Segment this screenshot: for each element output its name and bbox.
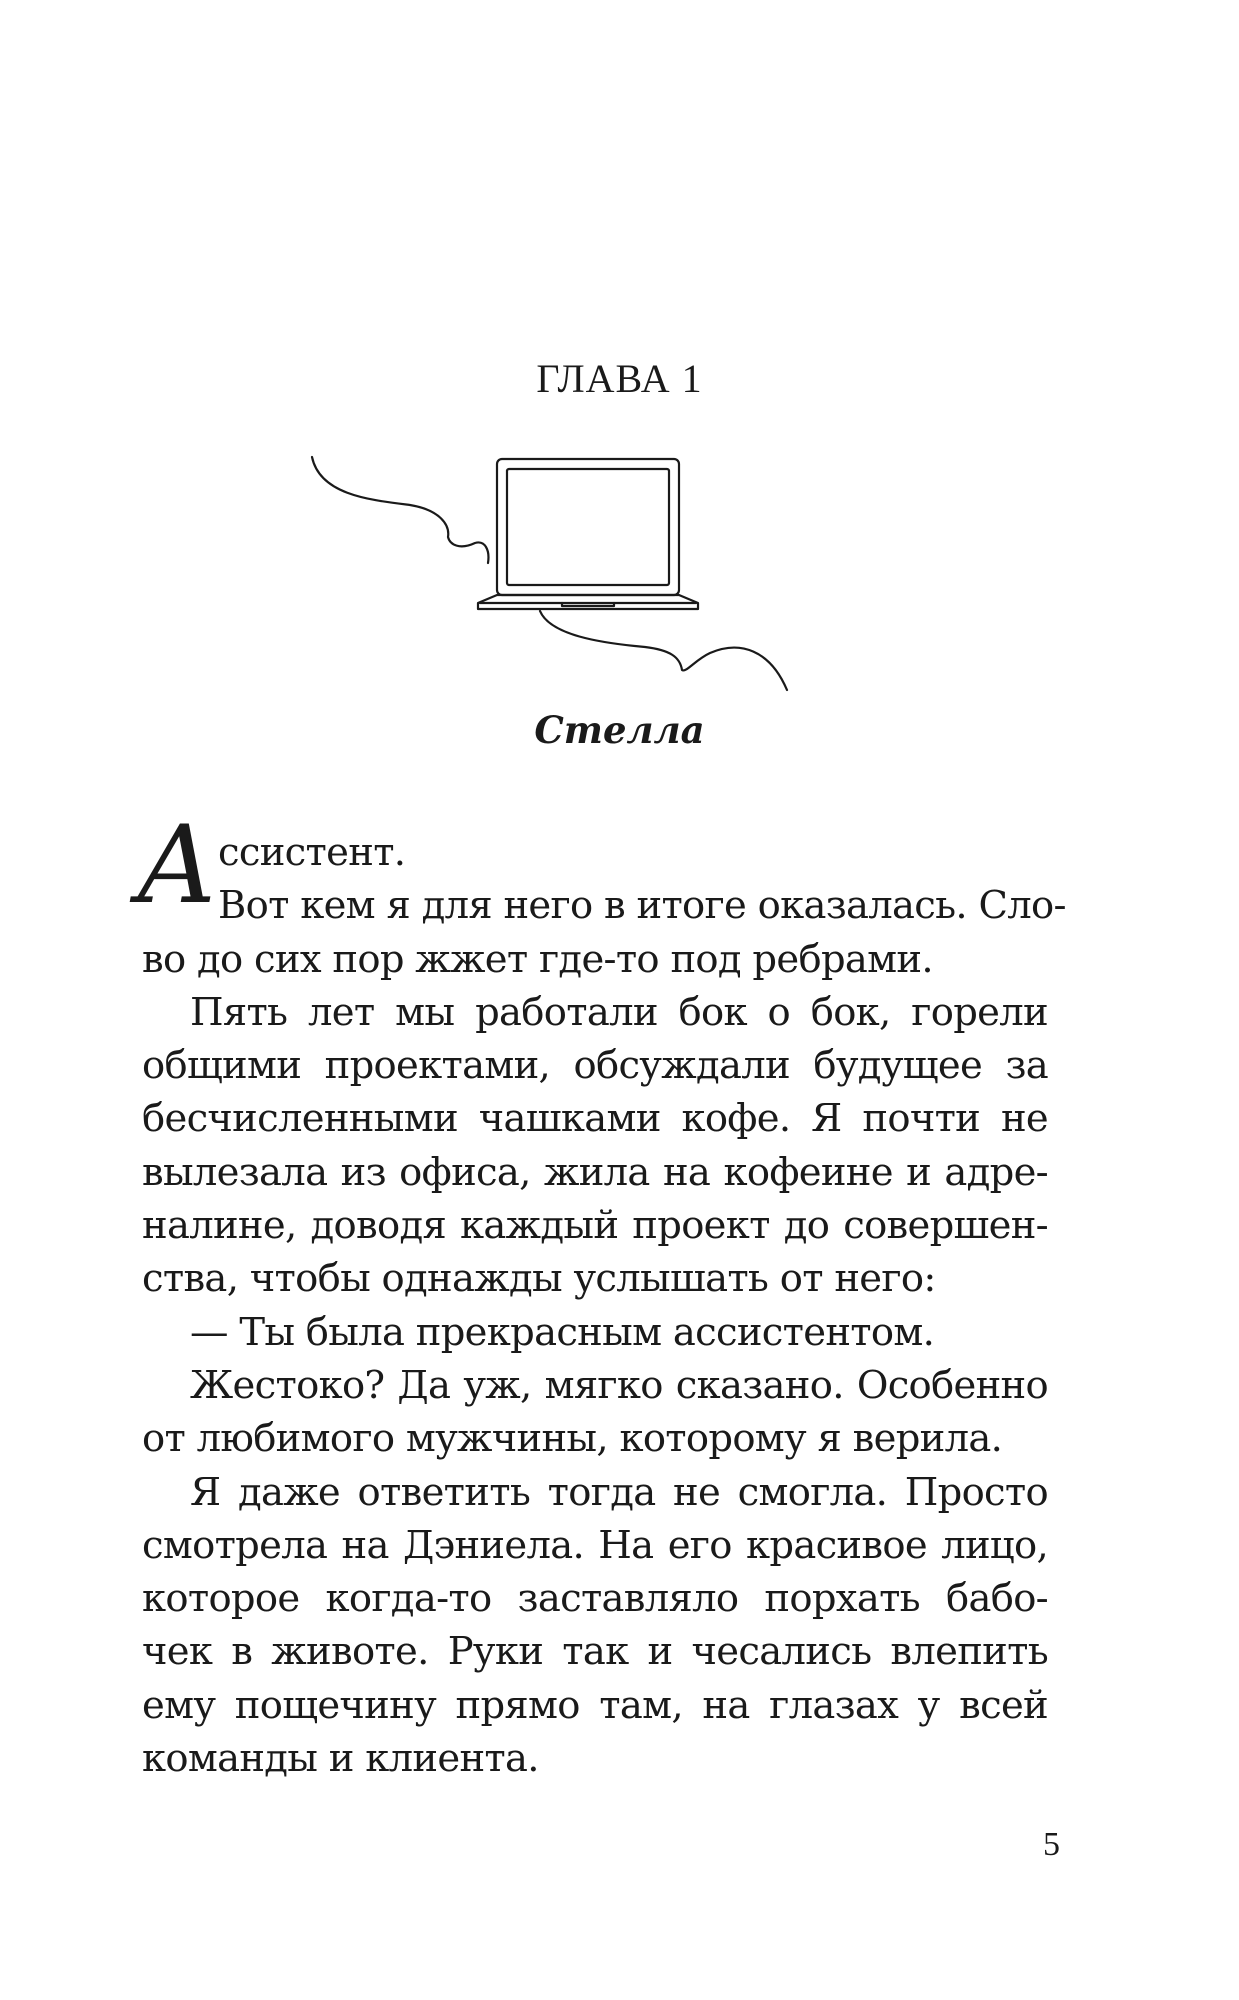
text-line: которое когда-то заставляло порхать бабо- [142,1576,1048,1622]
text-line: ему пощечину прямо там, на глазах у всей [142,1682,1048,1728]
text-line: налине, доводя каждый проект до совершен- [142,1203,1048,1249]
text-line: вылезала из офиса, жила на кофеине и адре- [142,1149,1048,1195]
text-line: общими проектами, обсуждали будущее за [142,1043,1048,1089]
text-line: смотрела на Дэниела. На его красивое лицо, [142,1522,1048,1568]
text-line: Я даже ответить тогда не смогла. Просто [190,1469,1048,1515]
text-line: от любимого мужчины, которому я верила. [142,1416,1003,1462]
text-line: во до сих пор жжет где-то под ребрами. [142,936,933,982]
text-line: ссистент. [218,830,406,875]
text-line: Пять лет мы работали бок о бок, горели [190,989,1048,1035]
page-number: 5 [1043,1826,1060,1863]
laptop-illustration [300,445,900,705]
text-line: Жестоко? Да уж, мягко сказано. Особенно [190,1362,1048,1408]
text-line: чек в животе. Руки так и чесались влепить [142,1629,1048,1675]
text-line: ства, чтобы однажды услышать от него: [142,1256,936,1302]
text-line: Вот кем я для него в итоге оказалась. Сло- [218,883,1066,929]
drop-cap: А [136,803,218,928]
text-line: бесчисленными чашками кофе. Я почти не [142,1096,1048,1142]
character-name: Стелла [534,708,705,752]
laptop-icon [312,457,787,690]
body-text [136,803,1066,1785]
text-line: — Ты была прекрасным ассистентом. [190,1309,935,1355]
chapter-heading: ГЛАВА 1 [536,356,703,401]
text-line: команды и клиента. [142,1736,539,1782]
